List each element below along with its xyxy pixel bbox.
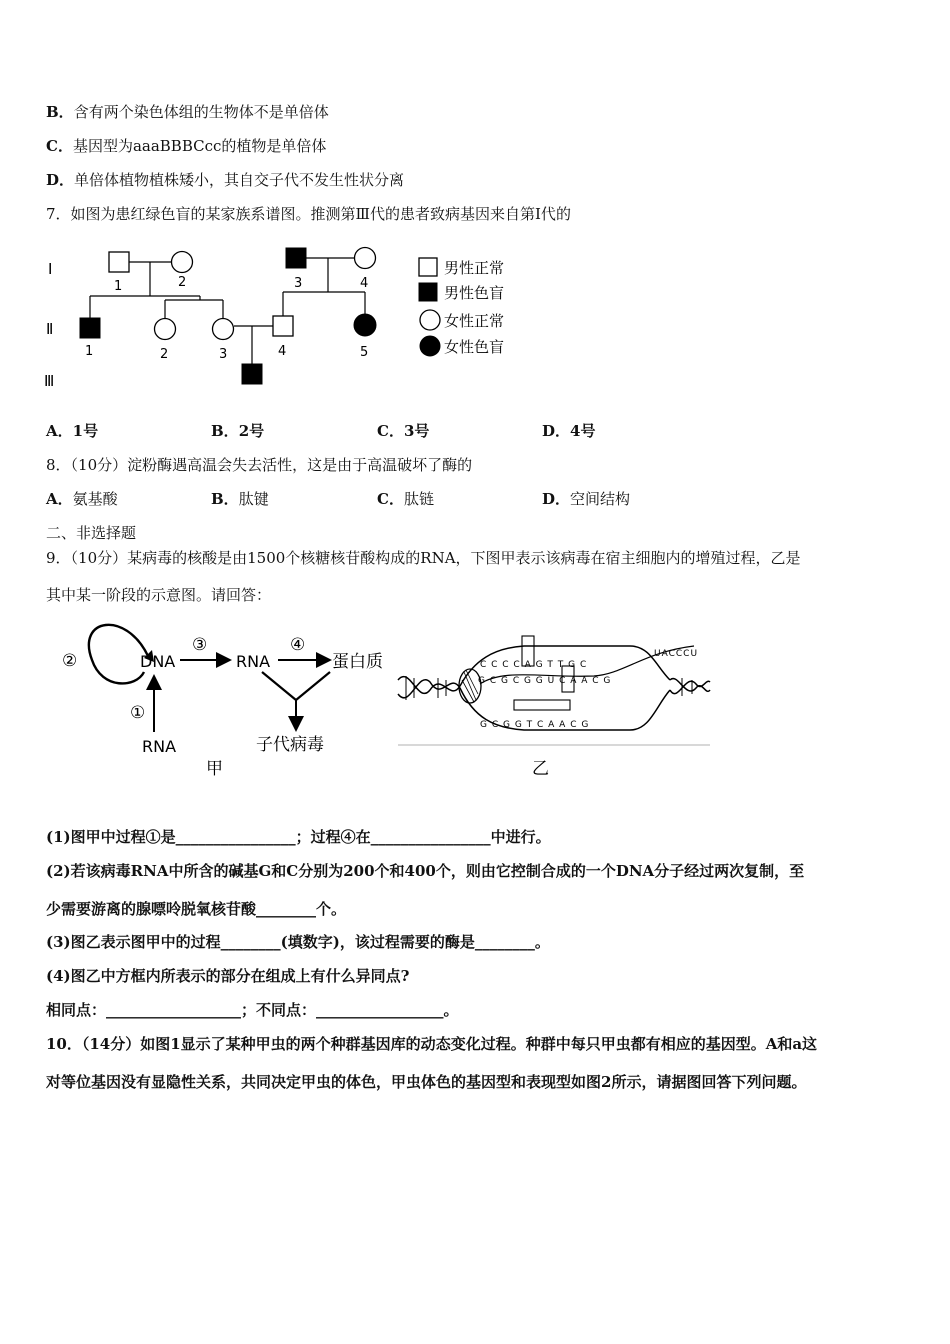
q9-stem-line1: 9．（10分）某病毒的核酸是由1500个核糖核苷酸构成的RNA，下图甲表示该病毒在宿主细胞内的增殖过程，乙是	[46, 549, 801, 567]
gen2-1-colorblind-male	[80, 318, 100, 338]
q9-stem-line2: 其中某一阶段的示意图。请回答：	[46, 586, 272, 604]
legend-normal-male-symbol	[419, 258, 437, 276]
jia-dna: DNA	[140, 652, 176, 671]
gen3-colorblind-male	[242, 364, 262, 384]
gen1-4-normal-female	[355, 248, 376, 269]
gen1-3-number: 3	[294, 276, 303, 291]
q7-option-c: C．3号	[377, 422, 430, 440]
legend-colorblind-male-symbol	[419, 283, 437, 301]
yi-rna-tail: UACCCU	[654, 649, 699, 659]
jia-caption: 甲	[206, 759, 223, 779]
pedigree-chart	[40, 240, 560, 400]
q6-option-c: C．基因型为aaaBBBCcc的植物是单倍体	[46, 137, 327, 155]
section-heading: 二、非选择题	[46, 524, 137, 542]
diagram-jia	[56, 610, 396, 780]
legend-colorblind-female-symbol	[420, 336, 440, 356]
jia-label-2: ②	[62, 651, 78, 671]
gen2-2-normal-female	[155, 319, 176, 340]
q9-sub4: (4)图乙中方框内所表示的部分在组成上有什么异同点?	[46, 967, 410, 985]
gen2-2-number: 2	[160, 347, 169, 362]
q8-option-c: C．肽链	[377, 490, 434, 508]
generation-label-2: Ⅱ	[46, 320, 54, 338]
jia-label-4: ④	[290, 635, 306, 655]
yi-caption: 乙	[532, 759, 549, 779]
gen1-4-number: 4	[360, 276, 369, 291]
q7-option-d: D．4号	[542, 422, 596, 440]
q8-option-d: D．空间结构	[542, 490, 631, 508]
generation-label-3: Ⅲ	[44, 372, 55, 390]
q8-option-b: B．肽键	[211, 490, 269, 508]
legend-colorblind-male-label: 男性色盲	[444, 284, 505, 302]
gen1-1-normal-male	[109, 252, 129, 272]
jia-label-3: ③	[192, 635, 208, 655]
gen2-5-number: 5	[360, 345, 369, 360]
jia-label-1: ①	[130, 703, 146, 723]
gen1-1-number: 1	[114, 279, 123, 294]
gen2-4-normal-male	[273, 316, 293, 336]
legend-colorblind-female-label: 女性色盲	[444, 338, 505, 356]
q8-stem: 8．（10分）淀粉酶遇高温会失去活性，这是由于高温破坏了酶的	[46, 456, 473, 474]
gen1-2-normal-female	[172, 252, 193, 273]
q9-sub1: (1)图甲中过程①是________________；过程④在________________中进行。	[46, 828, 551, 846]
legend-normal-female-symbol	[420, 310, 440, 330]
gen2-1-number: 1	[85, 344, 94, 359]
gen1-2-number: 2	[178, 275, 187, 290]
yi-bottom-strand: G C G G T C A A C G	[480, 720, 590, 730]
yi-box-empty	[514, 700, 570, 710]
q10-stem-line2: 对等位基因没有显隐性关系，共同决定甲虫的体色，甲虫体色的基因型和表现型如图2所示，请据图回答下列问题。	[46, 1073, 807, 1091]
q9-sub2-line1: (2)若该病毒RNA中所含的碱基G和C分别为200个和400个，则由它控制合成的一个DNA分子经过两次复制，至	[46, 862, 805, 880]
gen2-3-normal-female	[213, 319, 234, 340]
yi-top-strand: C C C C A G T T G C	[480, 660, 588, 670]
gen1-3-colorblind-male	[286, 248, 306, 268]
gen2-4-number: 4	[278, 344, 287, 359]
q6-option-d: D．单倍体植物植株矮小，其自交子代不发生性状分离	[46, 171, 405, 189]
q7-option-b: B．2号	[211, 422, 265, 440]
q9-sub2-line2: 少需要游离的腺嘌呤脱氧核苷酸________个。	[46, 900, 347, 918]
q10-stem-line1: 10．（14分）如图1显示了某种甲虫的两个种群基因库的动态变化过程。种群中每只甲虫都有相应的基因型。A和a这	[46, 1035, 818, 1053]
q7-stem: 7．如图为患红绿色盲的某家族系谱图。推测第Ⅲ代的患者致病基因来自第Ⅰ代的	[46, 205, 571, 223]
jia-protein: 蛋白质	[332, 652, 383, 672]
q9-sub4-answer: 相同点：__________________；不同点：_________________。	[46, 1001, 459, 1019]
jia-progeny: 子代病毒	[256, 735, 324, 755]
jia-rna-bottom: RNA	[142, 737, 177, 756]
gen2-5-colorblind-female	[354, 314, 376, 336]
q9-sub3: (3)图乙表示图甲中的过程________(填数字)，该过程需要的酶是________。	[46, 933, 550, 951]
legend-normal-female-label: 女性正常	[444, 312, 505, 330]
legend-normal-male-label: 男性正常	[444, 259, 505, 277]
jia-rna: RNA	[236, 652, 271, 671]
q8-option-a: A．氨基酸	[46, 490, 118, 508]
q7-option-a: A．1号	[46, 422, 99, 440]
diagram-yi	[394, 610, 714, 780]
gen2-3-number: 3	[219, 347, 228, 362]
q6-option-b: B．含有两个染色体组的生物体不是单倍体	[46, 103, 329, 121]
yi-rna-strand: G C G C G G U C A A C G	[478, 676, 612, 686]
generation-label-1: Ⅰ	[48, 260, 53, 278]
